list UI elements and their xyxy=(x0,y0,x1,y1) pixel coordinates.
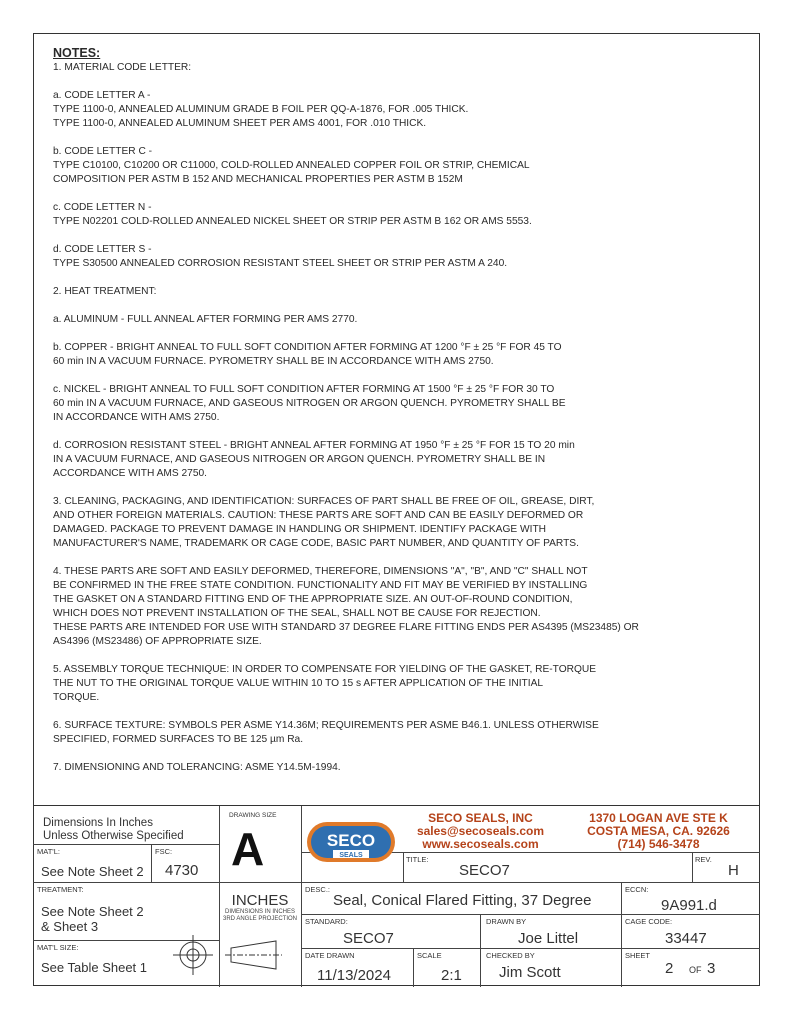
standard-value: SECO7 xyxy=(343,930,394,947)
note-line: d. CORROSION RESISTANT STEEL - BRIGHT ANNEAL AFTER FORMING AT 1950 °F ± 25 °F FOR 15 TO 20 min xyxy=(53,440,575,451)
note-block xyxy=(53,495,743,551)
note-line: DAMAGED. PACKAGE TO PREVENT DAMAGE IN HANDLING OR SHIPMENT. IDENTIFY PACKAGE WITH xyxy=(53,524,547,535)
note-line: 4. THESE PARTS ARE SOFT AND EASILY DEFORMED, THEREFORE, DIMENSIONS "A", "B", AND "C" SHALL NOT xyxy=(53,566,588,577)
note-line: TYPE 1100-0, ANNEALED ALUMINUM SHEET PER AMS 4001, FOR .010 THICK. xyxy=(53,118,427,129)
note-block xyxy=(53,285,743,299)
note-line: AND OTHER FOREIGN MATERIALS. CAUTION: THESE PARTS ARE SOFT AND CAN BE EASILY DEFORMED OR xyxy=(53,510,584,521)
svg-text:SECO: SECO xyxy=(326,831,376,850)
note-block xyxy=(53,383,743,425)
sheet-total: 3 xyxy=(707,960,716,977)
note-block xyxy=(53,313,743,327)
note-line: 1. MATERIAL CODE LETTER: xyxy=(53,62,192,73)
units-desc: DIMENSIONS IN INCHES 3RD ANGLE PROJECTION xyxy=(222,909,297,922)
note-line: ACCORDANCE WITH AMS 2750. xyxy=(53,468,207,479)
svg-text:SEALS: SEALS xyxy=(339,852,363,859)
note-block xyxy=(53,243,743,271)
note-line: SPECIFIED, FORMED SURFACES TO BE 125 µm Ra. xyxy=(53,734,304,745)
checked-value: Jim Scott xyxy=(499,964,561,981)
note-line: 60 min IN A VACUUM FURNACE, AND GASEOUS NITROGEN OR ARGON QUENCH. PYROMETRY SHALL BE xyxy=(53,398,566,409)
cage-label: CAGE CODE: xyxy=(625,917,673,926)
note-block xyxy=(53,145,743,187)
note-line: 7. DIMENSIONING AND TOLERANCING: ASME Y14.5M-1994. xyxy=(53,762,341,773)
date-value: 11/13/2024 xyxy=(317,967,391,984)
note-line: c. CODE LETTER N - xyxy=(53,202,152,213)
note-line: 2. HEAT TREATMENT: xyxy=(53,286,157,297)
note-line: b. COPPER - BRIGHT ANNEAL TO FULL SOFT CONDITION AFTER FORMING AT 1200 °F ± 25 °F FOR 45 TO xyxy=(53,342,562,353)
drawing-size-value: A xyxy=(231,823,265,875)
rev-value: H xyxy=(728,862,739,879)
note-block xyxy=(53,719,743,747)
note-line: WHICH DOES NOT PREVENT INSTALLATION OF THE SEAL, SHALL NOT BE CAUSE FOR REJECTION. xyxy=(53,608,541,619)
note-line: IN ACCORDANCE WITH AMS 2750. xyxy=(53,412,220,423)
matl-size-value: See Table Sheet 1 xyxy=(41,960,148,975)
seco-logo-icon xyxy=(305,820,397,864)
treatment-value: See Note Sheet 2 & Sheet 3 xyxy=(41,904,144,934)
sheet-label: SHEET xyxy=(625,951,651,960)
note-block xyxy=(53,663,743,705)
note-line: THE NUT TO THE ORIGINAL TORQUE VALUE WITHIN 10 TO 15 s AFTER APPLICATION OF THE INITIAL xyxy=(53,678,544,689)
note-line: TYPE C10100, C10200 OR C11000, COLD-ROLLED ANNEALED COPPER FOIL OR STRIP, CHEMICAL xyxy=(53,160,530,171)
scale-value: 2:1 xyxy=(441,967,462,984)
note-block xyxy=(53,89,743,131)
note-line: BE CONFIRMED IN THE FREE STATE CONDITION. FUNCTIONALITY AND FIT MAY BE VERIFIED BY INSTALLING xyxy=(53,580,588,591)
treatment-label: TREATMENT: xyxy=(37,885,84,894)
note-line: COMPOSITION PER ASTM B 152 AND MECHANICAL PROPERTIES PER ASTM B 152M xyxy=(53,174,463,185)
note-line: TYPE N02201 COLD-ROLLED ANNEALED NICKEL SHEET OR STRIP PER ASTM B 162 OR AMS 5553. xyxy=(53,216,532,227)
notes-section xyxy=(53,46,743,789)
company-address: 1370 LOGAN AVE STE K COSTA MESA, CA. 92626 (714) 546-3478 xyxy=(587,811,730,851)
note-line: 3. CLEANING, PACKAGING, AND IDENTIFICATION: SURFACES OF PART SHALL BE FREE OF OIL, GREASE, DIRT, xyxy=(53,496,595,507)
fsc-value: 4730 xyxy=(165,862,199,879)
dimensions-note: Dimensions In Inches Unless Otherwise Specified xyxy=(43,817,184,842)
third-angle-projection-icon xyxy=(161,931,301,979)
title-label: TITLE: xyxy=(406,855,429,864)
drawn-by-label: DRAWN BY xyxy=(486,917,527,926)
company-info: SECO SEALS, INC sales@secoseals.com www.secoseals.com xyxy=(416,811,545,851)
title-value: SECO7 xyxy=(459,862,510,879)
desc-label: DESC.: xyxy=(305,885,331,894)
note-line: TYPE S30500 ANNEALED CORROSION RESISTANT STEEL SHEET OR STRIP PER ASTM A 240. xyxy=(53,258,508,269)
fsc-label: FSC: xyxy=(155,847,173,856)
note-block xyxy=(53,761,743,775)
desc-value: Seal, Conical Flared Fitting, 37 Degree xyxy=(333,892,592,909)
drawn-by-value: Joe Littel xyxy=(518,930,579,947)
note-line: b. CODE LETTER C - xyxy=(53,146,153,157)
note-line: c. NICKEL - BRIGHT ANNEAL TO FULL SOFT CONDITION AFTER FORMING AT 1500 °F ± 25 °F FOR 30 TO xyxy=(53,384,555,395)
notes-title: NOTES: xyxy=(53,46,101,60)
note-block xyxy=(53,341,743,369)
note-block xyxy=(53,565,743,649)
note-line: THE GASKET ON A STANDARD FITTING END OF THE APPROPRIATE SIZE. AN OUT-OF-ROUND CONDITION, xyxy=(53,594,573,605)
sheet-number: 2 xyxy=(665,960,674,977)
note-line: 60 min IN A VACUUM FURNACE. PYROMETRY SHALL BE IN ACCORDANCE WITH AMS 2750. xyxy=(53,356,494,367)
matl-size-label: MAT'L SIZE: xyxy=(37,943,79,952)
matl-value: See Note Sheet 2 xyxy=(41,864,144,879)
eccn-value: 9A991.d xyxy=(661,897,717,914)
date-label: DATE DRAWN xyxy=(305,951,355,960)
drawing-size-label: DRAWING SIZE xyxy=(229,812,277,819)
note-line: d. CODE LETTER S - xyxy=(53,244,152,255)
note-line: TORQUE. xyxy=(53,692,100,703)
cage-value: 33447 xyxy=(665,930,707,947)
note-line: 6. SURFACE TEXTURE: SYMBOLS PER ASME Y14.36M; REQUIREMENTS PER ASME B46.1. UNLESS OTHERWISE xyxy=(53,720,599,731)
notes-body xyxy=(53,61,743,775)
note-line: AS4396 (MS23486) OF APPROPRIATE SIZE. xyxy=(53,636,262,647)
note-line: IN A VACUUM FURNACE, AND GASEOUS NITROGEN OR ARGON QUENCH. PYROMETRY SHALL BE IN xyxy=(53,454,546,465)
matl-label: MAT'L: xyxy=(37,847,60,856)
scale-label: SCALE xyxy=(417,951,442,960)
eccn-label: ECCN: xyxy=(625,885,649,894)
title-block xyxy=(33,805,760,987)
units-title: INCHES xyxy=(231,892,289,909)
note-line: TYPE 1100-0, ANNEALED ALUMINUM GRADE B FOIL PER QQ-A-1876, FOR .005 THICK. xyxy=(53,104,469,115)
rev-label: REV. xyxy=(695,855,712,864)
note-line: a. ALUMINUM - FULL ANNEAL AFTER FORMING PER AMS 2770. xyxy=(53,314,358,325)
sheet-of: OF xyxy=(689,965,702,975)
standard-label: STANDARD: xyxy=(305,917,348,926)
note-line: MANUFACTURER'S NAME, TRADEMARK OR CAGE CODE, BASIC PART NUMBER, AND QUANTITY OF PARTS. xyxy=(53,538,579,549)
note-block xyxy=(53,439,743,481)
note-block xyxy=(53,61,743,75)
note-line: 5. ASSEMBLY TORQUE TECHNIQUE: IN ORDER TO COMPENSATE FOR YIELDING OF THE GASKET, RE-TORQUE xyxy=(53,664,597,675)
checked-label: CHECKED BY xyxy=(486,951,535,960)
note-block xyxy=(53,201,743,229)
note-line: THESE PARTS ARE INTENDED FOR USE WITH STANDARD 37 DEGREE FLARE FITTING ENDS PER AS4395 (MS23485) OR xyxy=(53,622,639,633)
note-line: a. CODE LETTER A - xyxy=(53,90,151,101)
